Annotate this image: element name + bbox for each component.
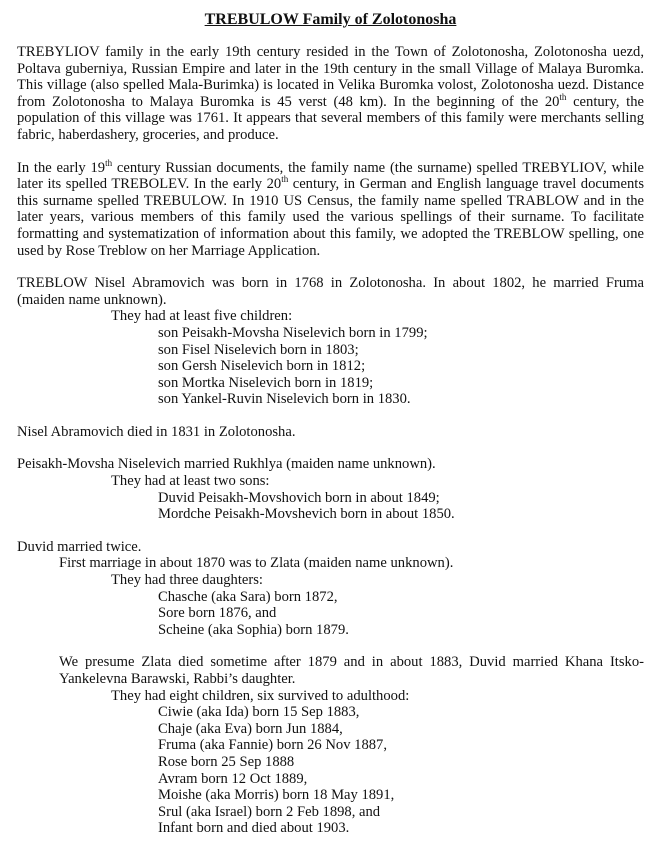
intro-p1-text-b: century, the population of this village was 1761. It appears that several members of this family were merchants selling fabric, haberdashery, groceries, and produce. <box>17 93 644 143</box>
nisel-paragraph: TREBLOW Nisel Abramovich was born in 1768 in Zolotonosha. In about 1802, he married Fruma (maiden name unknown). <box>17 275 644 308</box>
list-item: Infant born and died about 1903. <box>158 820 350 837</box>
list-item: Rose born 25 Sep 1888 <box>158 753 295 770</box>
list-item: Chaje (aka Eva) born Jun 1884, <box>158 720 343 737</box>
list-item: Scheine (aka Sophia) born 1879. <box>158 621 349 638</box>
list-item: Duvid Peisakh-Movshovich born in about 1849; <box>158 489 440 506</box>
intro-p2-text-b: century Russian documents, the family name (the surname) spelled TREBYLIOV, while later its spelled TREBOLEV. In the early 20 <box>17 159 644 193</box>
list-item: son Peisakh-Movsha Niselevich born in 1799; <box>158 324 428 341</box>
list-item: Moishe (aka Morris) born 18 May 1891, <box>158 787 395 804</box>
duvid-first-marriage: First marriage in about 1870 was to Zlata (maiden name unknown). <box>59 555 454 572</box>
list-item: Srul (aka Israel) born 2 Feb 1898, and <box>158 803 381 820</box>
list-item: son Fisel Niselevich born in 1803; <box>158 341 359 358</box>
list-item: Mordche Peisakh-Movshevich born in about 1850. <box>158 506 455 523</box>
list-item: Ciwie (aka Ida) born 15 Sep 1883, <box>158 704 360 721</box>
intro-p2-superscript-2: th <box>281 174 289 185</box>
intro-p2-text-c: century, in German and English language travel documents this surname spelled TREBULOW. In 1910 US Census, the family name spelled TRABLOW and in the later years, various members of this family used the various spellings of their surname. To facilitate formatting and systematization of information about this family, we adopted the TREBLOW spelling, one used by Rose Treblow on her Marriage Application. <box>17 176 645 259</box>
peisakh-paragraph: Peisakh-Movsha Niselevich married Rukhlya (maiden name unknown). <box>17 456 436 473</box>
duvid-paragraph: Duvid married twice. <box>17 538 142 555</box>
list-item: Sore born 1876, and <box>158 605 277 622</box>
list-item: son Mortka Niselevich born in 1819; <box>158 374 374 391</box>
duvid-second-marriage: We presume Zlata died sometime after 1879 and in about 1883, Duvid married Khana Itsko-Yankelevna Barawski, Rabbi’s daughter. <box>59 654 644 687</box>
intro-p2-superscript-1: th <box>105 157 113 168</box>
intro-p1-text-a: TREBYLIOV family in the early 19th century resided in the Town of Zolotonosha, Zolotonosha uezd, Poltava guberniya, Russian Empire and later in the 19th century in the small Village of Malaya Buromka. This village (also spelled Mala-Burimka) is located in Velika Buromka volost, Zolotonosha uezd. Distance from Zolotonosha to Malaya Buromka is 45 verst (48 km). In the beginning of the 20 <box>17 44 644 110</box>
list-item: son Yankel-Ruvin Niselevich born in 1830. <box>158 391 411 408</box>
list-item: Fruma (aka Fannie) born 26 Nov 1887, <box>158 737 387 754</box>
intro-p1-superscript: th <box>559 91 567 102</box>
list-item: Avram born 12 Oct 1889, <box>158 770 308 787</box>
intro-p2-text-a: In the early 19 <box>17 159 106 176</box>
nisel-death: Nisel Abramovich died in 1831 in Zolotonosha. <box>17 423 296 440</box>
list-item: Chasche (aka Sara) born 1872, <box>158 588 338 605</box>
intro-paragraph-1 <box>17 44 644 144</box>
document-title: TREBULOW Family of Zolotonosha <box>204 11 457 28</box>
peisakh-children-intro: They had at least two sons: <box>111 473 270 490</box>
duvid-second-children-intro: They had eight children, six survived to adulthood: <box>111 687 410 704</box>
intro-paragraph-2 <box>17 157 645 260</box>
nisel-children-intro: They had at least five children: <box>111 308 293 325</box>
duvid-first-children-intro: They had three daughters: <box>111 572 263 589</box>
list-item: son Gersh Niselevich born in 1812; <box>158 358 366 375</box>
